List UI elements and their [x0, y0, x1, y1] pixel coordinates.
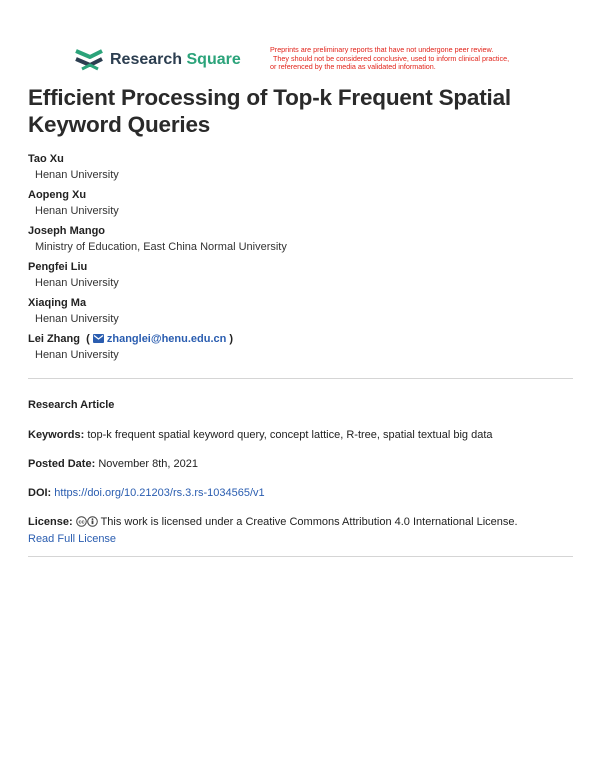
author-name-with-email: Lei Zhang ( zhanglei@henu.edu.cn ) [28, 333, 234, 345]
preprint-notice [270, 46, 540, 72]
author-affiliation: Henan University [35, 349, 119, 361]
notice-line: or referenced by the media as validated information. [270, 62, 436, 72]
author-entry [28, 296, 568, 332]
research-square-logo[interactable] [74, 48, 241, 72]
logo-wordmark: Research Square [110, 51, 241, 68]
attribution-icon [87, 516, 98, 527]
author-affiliation: Henan University [35, 313, 119, 325]
author-name: Xiaqing Ma [28, 297, 87, 309]
read-license-row [28, 531, 573, 547]
notice-line: Preprints are preliminary reports that have not undergone peer review. [270, 45, 494, 54]
license-label: License: [28, 516, 73, 528]
author-entry [28, 332, 568, 368]
posted-date-row [28, 456, 573, 472]
author-affiliation: Henan University [35, 205, 119, 217]
author-list [28, 152, 568, 368]
author-name: Lei Zhang [28, 333, 80, 345]
keywords-value: top-k frequent spatial keyword query, concept lattice, R-tree, spatial textual big data [87, 429, 493, 441]
research-square-logo-icon [74, 48, 104, 72]
doi-row [28, 485, 573, 501]
article-type: Research Article [28, 399, 115, 411]
author-name: Joseph Mango [28, 225, 106, 237]
page-header [0, 0, 600, 80]
doi-label: DOI: [28, 487, 52, 499]
read-full-license-link[interactable]: Read Full License [28, 533, 117, 545]
license-row [28, 514, 573, 530]
posted-date-value: November 8th, 2021 [98, 458, 198, 470]
creative-commons-icon [76, 516, 87, 527]
doi-link[interactable]: https://doi.org/10.21203/rs.3.rs-1034565/v1 [54, 487, 265, 499]
author-entry [28, 260, 568, 296]
author-email: zhanglei@henu.edu.cn [106, 333, 227, 345]
author-affiliation: Henan University [35, 277, 119, 289]
author-email-link[interactable] [93, 333, 227, 345]
license-text: This work is licensed under a Creative Commons Attribution 4.0 International License. [100, 516, 518, 528]
author-affiliation: Ministry of Education, East China Normal University [35, 241, 287, 253]
author-name: Aopeng Xu [28, 189, 87, 201]
author-name: Tao Xu [28, 153, 64, 165]
author-entry [28, 188, 568, 224]
divider [28, 378, 573, 379]
keywords-row [28, 427, 573, 443]
author-name: Pengfei Liu [28, 261, 88, 273]
author-affiliation: Henan University [35, 169, 119, 181]
author-entry [28, 224, 568, 260]
paper-title: Efficient Processing of Top-k Frequent Spatial Keyword Queries [28, 85, 511, 137]
posted-date-label: Posted Date: [28, 458, 96, 470]
svg-text:cc: cc [78, 519, 85, 526]
notice-line: They should not be considered conclusive, used to inform clinical practice, [273, 53, 510, 63]
divider [28, 556, 573, 557]
author-entry [28, 152, 568, 188]
keywords-label: Keywords: [28, 429, 85, 441]
envelope-icon [93, 334, 104, 343]
